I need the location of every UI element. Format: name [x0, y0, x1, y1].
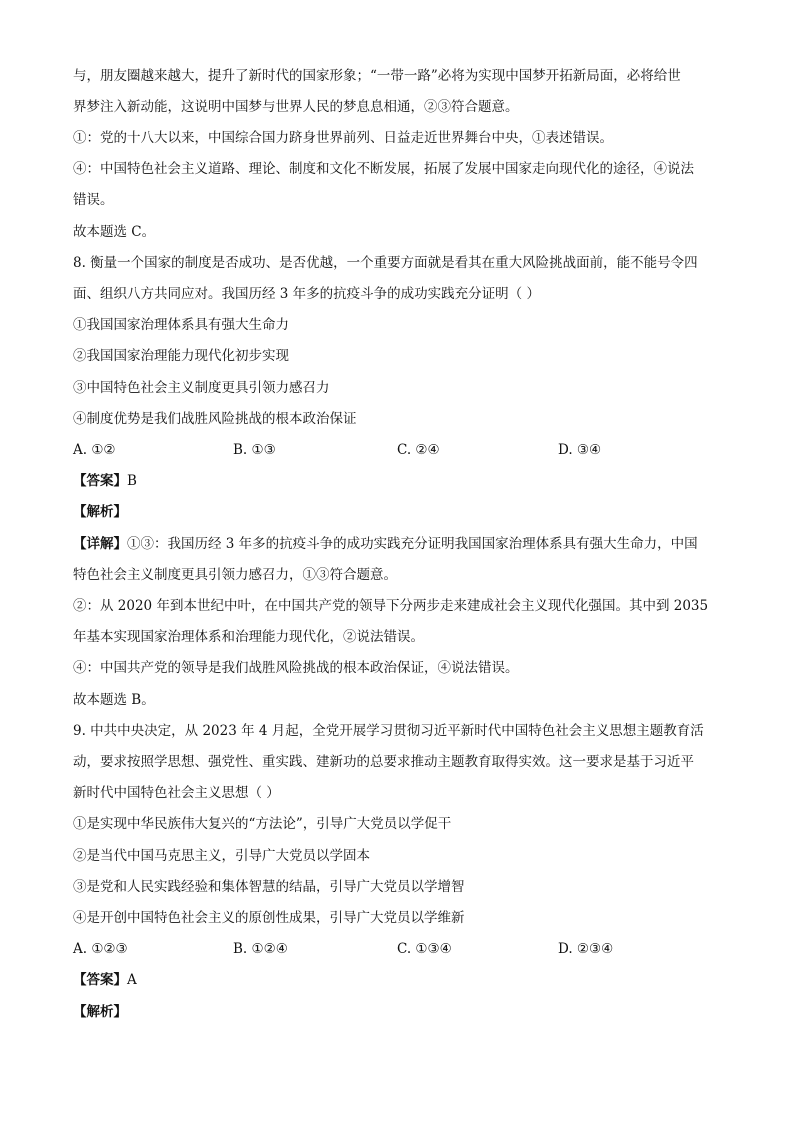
question-9-item: ③是党和人民实践经验和集体智慧的结晶，引导广大党员以学增智 [73, 879, 465, 895]
question-9-item: ①是实现中华民族伟大复兴的“方法论”，引导广大党员以学促干 [73, 816, 452, 832]
analysis-tag: 【解析】 [73, 1004, 127, 1020]
answer-line [73, 970, 137, 990]
question-9-item: ④是开创中国特色社会主义的原创性成果，引导广大党员以学维新 [73, 910, 465, 926]
text-line: 故本题选 B。 [73, 692, 155, 708]
option-c: C. ②④ [397, 442, 440, 458]
detail-tag: 【详解】 [73, 536, 127, 552]
option-b: B. ①③ [233, 442, 276, 458]
option-c: C. ①③④ [397, 941, 452, 957]
question-9-item: ②是当代中国马克思主义，引导广大党员以学固本 [73, 848, 370, 864]
answer-value: A [127, 972, 137, 988]
analysis-tag: 【解析】 [73, 504, 127, 520]
answer-line [73, 471, 137, 491]
question-9-stem: 动，要求按照学思想、强党性、重实践、建新功的总要求推动主题教育取得实效。这一要求是基于习近平 [73, 754, 694, 770]
question-8-item: ③中国特色社会主义制度更具引领力感召力 [73, 380, 330, 396]
question-9-stem: 新时代中国特色社会主义思想（ ） [73, 785, 280, 801]
option-a: A. ①②③ [73, 941, 128, 957]
text-line: ④：中国特色社会主义道路、理论、制度和文化不断发展，拓展了发展中国家走向现代化的途径，④说法 [73, 161, 694, 177]
text-line: 特色社会主义制度更具引领力感召力，①③符合题意。 [73, 567, 397, 583]
text-line: 界梦注入新动能，这说明中国梦与世界人民的梦息息相通，②③符合题意。 [73, 99, 519, 115]
text-line: 与，朋友圈越来越大，提升了新时代的国家形象；“一带一路”必将为实现中国梦开拓新局面，必将给世 [73, 68, 681, 84]
question-8-item: ①我国国家治理体系具有强大生命力 [73, 317, 289, 333]
question-8-stem: 8. 衡量一个国家的制度是否成功、是否优越，一个重要方面就是看其在重大风险挑战面前，能不能号令四 [73, 255, 698, 271]
option-d: D. ②③④ [558, 941, 614, 957]
question-9-options [73, 939, 723, 959]
text-line: ②：从 2020 年到本世纪中叶，在中国共产党的领导下分两步走来建成社会主义现代化强国。其中到 2035 [73, 598, 709, 614]
question-8-item: ④制度优势是我们战胜风险挑战的根本政治保证 [73, 411, 357, 427]
detail-line [73, 534, 698, 554]
text-line: 年基本实现国家治理体系和治理能力现代化，②说法错误。 [73, 629, 424, 645]
answer-tag: 【答案】 [73, 972, 127, 988]
question-8-stem: 面、组织八方共同应对。我国历经 3 年多的抗疫斗争的成功实践充分证明（ ） [73, 286, 540, 302]
option-d: D. ③④ [558, 442, 602, 458]
question-9-stem: 9. 中共中央决定，从 2023 年 4 月起，全党开展学习贯彻习近平新时代中国特色社会主义思想主题教育活 [73, 723, 704, 739]
text-line: ④：中国共产党的领导是我们战胜风险挑战的根本政治保证，④说法错误。 [73, 660, 519, 676]
text-line: ①：党的十八大以来，中国综合国力跻身世界前列、日益走近世界舞台中央，①表述错误。 [73, 130, 613, 146]
text-line: 故本题选 C。 [73, 224, 156, 240]
option-b: B. ①②④ [233, 941, 288, 957]
detail-text: ①③：我国历经 3 年多的抗疫斗争的成功实践充分证明我国国家治理体系具有强大生命力，中国 [127, 536, 698, 552]
answer-tag: 【答案】 [73, 473, 127, 489]
option-a: A. ①② [73, 442, 116, 458]
question-8-options [73, 440, 723, 460]
answer-value: B [127, 473, 137, 489]
question-8-item: ②我国国家治理能力现代化初步实现 [73, 348, 289, 364]
text-line: 错误。 [73, 192, 114, 208]
